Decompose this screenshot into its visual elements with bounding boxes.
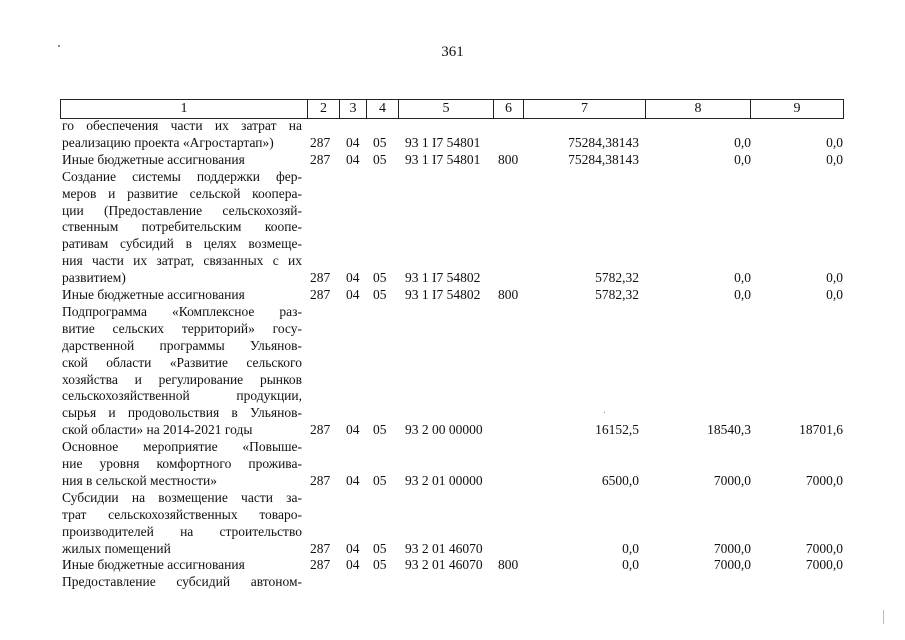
cell-c2: 287 xyxy=(310,422,331,438)
row-description: реализацию проекта «Агростартап») xyxy=(62,134,274,150)
table-row xyxy=(0,186,905,202)
cell-c7: 6500,0 xyxy=(601,472,639,488)
cell-c7: 16152,5 xyxy=(595,422,639,438)
cell-c2: 287 xyxy=(310,287,331,302)
cell-c8: 0,0 xyxy=(734,287,751,302)
table-row xyxy=(0,456,905,472)
table-row xyxy=(0,422,905,438)
table-row xyxy=(0,338,905,354)
cell-c9: 7000,0 xyxy=(805,557,843,573)
cell-c2: 287 xyxy=(310,151,331,167)
cell-c6: 800 xyxy=(498,151,519,167)
table-row xyxy=(0,405,905,421)
row-description: Основное мероприятие «Повыше- xyxy=(62,439,302,455)
row-description: трат сельскохозяйственных товаро- xyxy=(62,506,302,522)
cell-c5: 93 1 I7 54801 xyxy=(405,151,481,167)
table-row xyxy=(0,473,905,489)
cell-c2: 287 xyxy=(310,557,331,573)
cell-c2: 287 xyxy=(310,540,331,556)
cell-c6: 800 xyxy=(498,287,519,302)
cell-c5: 93 2 01 46070 xyxy=(405,540,483,556)
table-row xyxy=(0,557,905,573)
cell-c7: 5782,32 xyxy=(595,270,639,286)
cell-c7: 75284,38143 xyxy=(568,134,639,150)
cell-c9: 7000,0 xyxy=(805,472,843,488)
row-description: ративам субсидий в целях возмеще- xyxy=(62,236,302,252)
cell-c5: 93 2 00 00000 xyxy=(405,422,483,438)
cell-c9: 7000,0 xyxy=(805,540,843,556)
row-description: развитием) xyxy=(62,270,126,286)
cell-c3: 04 xyxy=(346,134,360,150)
row-description: производителей на строительство xyxy=(62,523,302,539)
table-row xyxy=(0,372,905,388)
table-row xyxy=(0,118,905,134)
row-description: ской области «Развитие сельского xyxy=(62,354,302,370)
row-description: Иные бюджетные ассигнования xyxy=(62,287,245,302)
cell-c2: 287 xyxy=(310,472,331,488)
table-row xyxy=(0,490,905,506)
cell-c3: 04 xyxy=(346,472,360,488)
cell-c4: 05 xyxy=(373,422,387,438)
cell-c7: 5782,32 xyxy=(595,287,639,302)
row-description: дарственной программы Ульянов- xyxy=(62,337,302,353)
cell-c7: 0,0 xyxy=(622,557,639,573)
cell-c8: 0,0 xyxy=(734,151,751,167)
cell-c8: 7000,0 xyxy=(713,472,751,488)
table-row xyxy=(0,203,905,219)
row-description: жилых помещений xyxy=(62,540,171,556)
table-row xyxy=(0,253,905,269)
cell-c9: 0,0 xyxy=(826,151,843,167)
row-description: сельскохозяйственной продукции, xyxy=(62,388,302,404)
column-header: 9 xyxy=(793,101,801,116)
table-row xyxy=(0,304,905,320)
cell-c3: 04 xyxy=(346,151,360,167)
cell-c4: 05 xyxy=(373,540,387,556)
column-header: 2 xyxy=(308,100,340,118)
cell-c9: 0,0 xyxy=(826,270,843,286)
cell-c3: 04 xyxy=(346,557,360,573)
cell-c8: 0,0 xyxy=(734,134,751,150)
row-description: меров и развитие сельской коопера- xyxy=(62,185,302,201)
cell-c8: 7000,0 xyxy=(713,540,751,556)
cell-c3: 04 xyxy=(346,287,360,302)
cell-c2: 287 xyxy=(310,134,331,150)
cell-c7: 0,0 xyxy=(622,540,639,556)
cell-c4: 05 xyxy=(373,134,387,150)
cell-c3: 04 xyxy=(346,422,360,438)
column-header: 8 xyxy=(646,100,751,118)
cell-c4: 05 xyxy=(373,151,387,167)
cell-c8: 7000,0 xyxy=(713,557,751,573)
page-number: 361 xyxy=(441,44,464,60)
cell-c4: 05 xyxy=(373,472,387,488)
table-row xyxy=(0,169,905,185)
cell-c2: 287 xyxy=(310,270,331,286)
table-row xyxy=(0,507,905,523)
row-description: Субсидии на возмещение части за- xyxy=(62,489,302,505)
cell-c4: 05 xyxy=(373,270,387,286)
cell-c5: 93 1 I7 54802 xyxy=(405,287,481,302)
table-row xyxy=(0,355,905,371)
cell-c5: 93 1 I7 54801 xyxy=(405,134,481,150)
row-description: ния части их затрат, связанных с их xyxy=(62,253,302,269)
cell-c5: 93 2 01 46070 xyxy=(405,557,483,573)
cell-c3: 04 xyxy=(346,270,360,286)
row-description: ции (Предоставление сельскохозяй- xyxy=(62,202,302,218)
scan-speck xyxy=(604,412,605,413)
cell-c3: 04 xyxy=(346,540,360,556)
table-row xyxy=(0,541,905,557)
cell-c9: 0,0 xyxy=(826,287,843,302)
column-header: 4 xyxy=(367,100,399,118)
table-row xyxy=(0,287,905,303)
scan-speck xyxy=(58,45,60,47)
table-row xyxy=(0,321,905,337)
cell-c8: 18540,3 xyxy=(707,422,751,438)
row-description: го обеспечения части их затрат на xyxy=(62,118,302,133)
scan-speck xyxy=(883,610,884,624)
column-header: 1 xyxy=(61,100,308,118)
row-description: Предоставление субсидий автоном- xyxy=(62,574,302,590)
row-description: хозяйства и регулирование рынков xyxy=(62,371,302,387)
column-header: 3 xyxy=(340,100,367,118)
table-row xyxy=(0,574,905,590)
row-description: ской области» на 2014-2021 годы xyxy=(62,422,253,438)
table-header xyxy=(60,99,844,119)
cell-c6: 800 xyxy=(498,557,519,573)
column-header: 6 xyxy=(494,100,524,118)
cell-c9: 18701,6 xyxy=(799,422,843,438)
table-row xyxy=(0,219,905,235)
table-row xyxy=(0,524,905,540)
table-row xyxy=(0,152,905,168)
cell-c4: 05 xyxy=(373,557,387,573)
row-description: Иные бюджетные ассигнования xyxy=(62,151,245,167)
table-row xyxy=(0,135,905,151)
cell-c5: 93 1 I7 54802 xyxy=(405,270,481,286)
row-description: Создание системы поддержки фер- xyxy=(62,168,302,184)
cell-c8: 0,0 xyxy=(734,270,751,286)
row-description: Иные бюджетные ассигнования xyxy=(62,557,245,573)
row-description: витие сельских территорий» госу- xyxy=(62,320,302,336)
cell-c5: 93 2 01 00000 xyxy=(405,472,483,488)
row-description: сырья и продовольствия в Ульянов- xyxy=(62,405,302,421)
column-header: 7 xyxy=(524,100,646,118)
cell-c9: 0,0 xyxy=(826,134,843,150)
column-header: 5 xyxy=(399,100,494,118)
table-row xyxy=(0,236,905,252)
cell-c4: 05 xyxy=(373,287,387,302)
row-description: ние уровня комфортного прожива- xyxy=(62,456,302,471)
row-description: ственным потребительским коопе- xyxy=(62,219,302,235)
cell-c7: 75284,38143 xyxy=(568,151,639,167)
table-row xyxy=(0,270,905,286)
table-row xyxy=(0,388,905,404)
table-row xyxy=(0,439,905,455)
row-description: Подпрограмма «Комплексное раз- xyxy=(62,303,302,319)
row-description: ния в сельской местности» xyxy=(62,472,217,488)
